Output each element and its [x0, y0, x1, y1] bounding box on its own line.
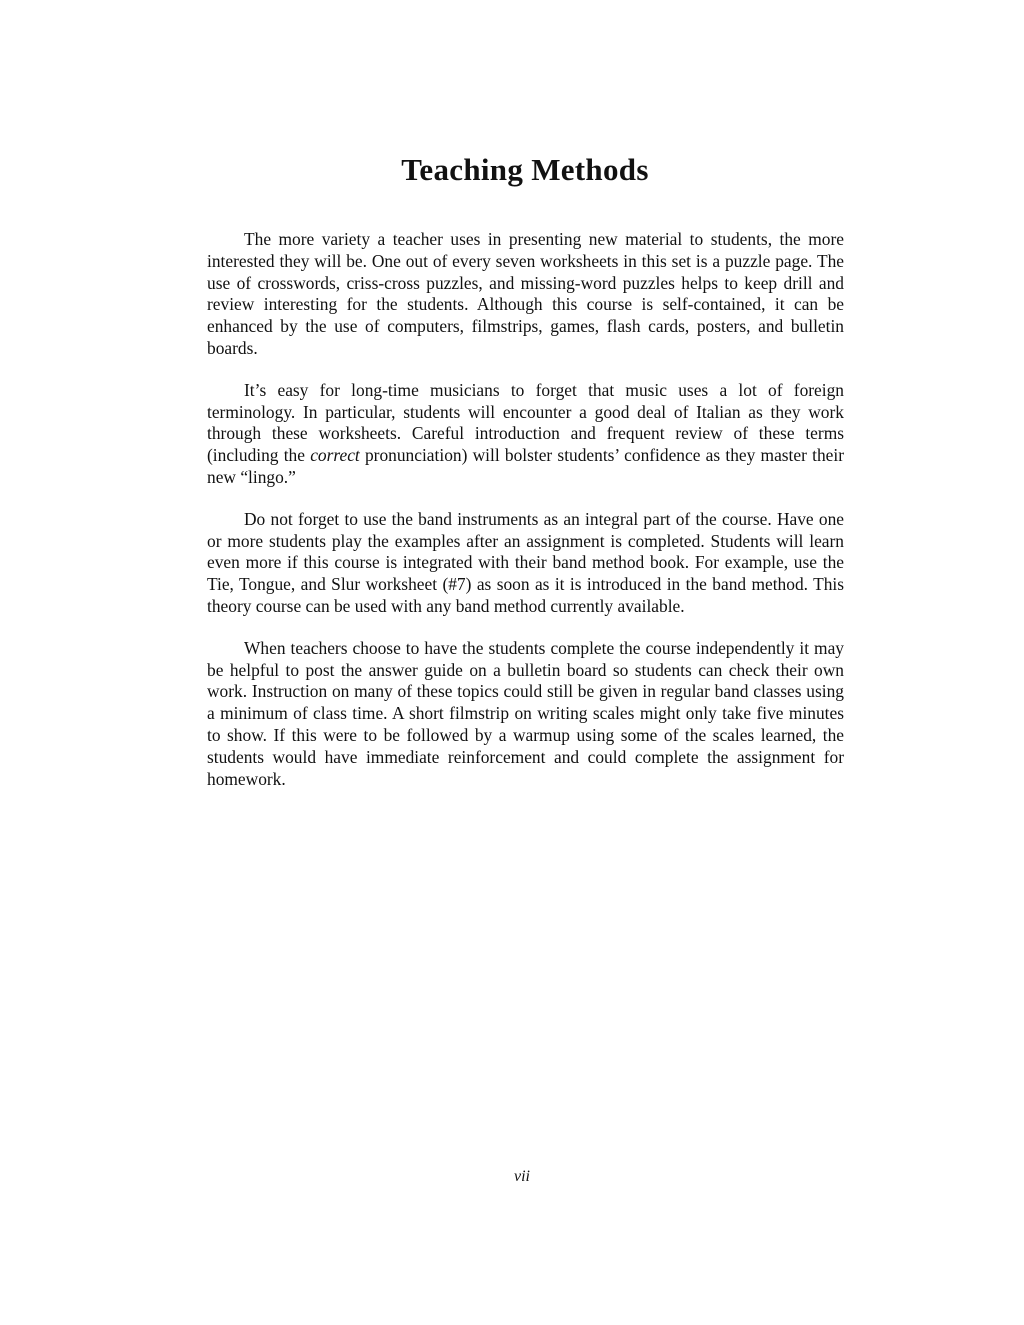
page-title: Teaching Methods	[401, 152, 649, 187]
paragraph-variety: The more variety a teacher uses in presenting new material to students, the more interested they will be. One out of every seven worksheets in this set is a puzzle page. The use of crosswords, criss-cross puzzles, and missing-word puzzles helps to keep drill and review interesting for the students. Although this course is self-contained, it can be enhanced by the use of computers, filmstrips, games, flash cards, posters, and bulletin boards.	[207, 229, 844, 358]
paragraph-independent-study: When teachers choose to have the students complete the course independently it may be helpful to post the answer guide on a bulletin board so students can check their own work. Instruction on many of these topics could still be given in regular band classes using a minimum of class time. A short filmstrip on writing scales might only take five minutes to show. If this were to be followed by a warmup using some of the scales learned, the students would have immediate reinforcement and could complete the assignment for homework.	[207, 637, 844, 789]
body-text	[207, 229, 844, 810]
paragraph-terminology-end: pronunciation) will bolster students’ confidence as they master their new “lingo.”	[207, 445, 844, 487]
paragraph-terminology	[207, 380, 844, 489]
page-number: vii	[514, 1168, 530, 1185]
paragraph-terminology-start: It’s easy for long-time musicians to forget that music uses a lot of foreign terminology. In particular, students will encounter a good deal of Italian as they work through these worksheets. Careful introduction and frequent review of these terms (including the	[207, 379, 844, 466]
emphasis-correct: correct	[310, 445, 360, 466]
paragraph-band-instruments: Do not forget to use the band instruments as an integral part of the course. Have one or more students play the examples after an assignment is completed. Students will learn even more if this course is integrated with their band method book. For example, use the Tie, Tongue, and Slur worksheet (#7) as soon as it is introduced in the band method. This theory course can be used with any band method currently available.	[207, 508, 844, 616]
